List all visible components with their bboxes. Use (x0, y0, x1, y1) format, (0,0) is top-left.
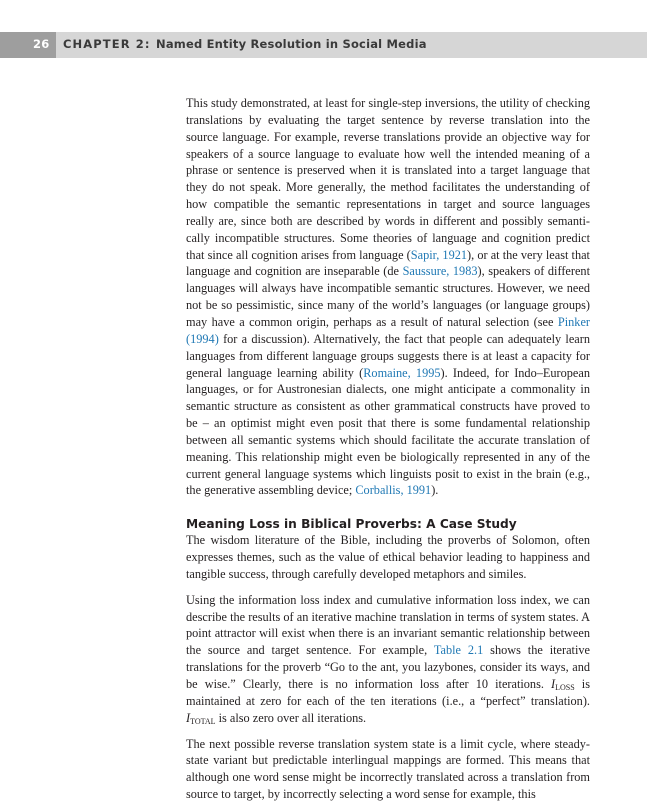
text-run: This study demonstrated, at least for single-step inversions, the utility of checking translations by evaluating the target sentence by reverse translation into the source language. For example, reverse translations provide an objective way for speakers of a source language to evaluate how well the intended meaning of a phrase or sentence is preserved when it is translated into a target language that they do not speak. More generally, the method facilitates the understanding of how compatible the semantic representations in target and source languages really are, since both are described by words in different and possibly semantically incompatible structures. Some theories of language and cognition predict that since all cognition arises from language ( (186, 96, 590, 262)
text-run: for a discussion). Alternatively, the fact that people can adequately learn languages from different language groups suggests there is at least a capacity for general language learning ability ( (186, 331, 590, 380)
citation-romaine-1995[interactable]: Romaine, 1995 (363, 365, 441, 380)
i-total-variable: I (186, 710, 191, 725)
text-run: ), speakers of different languages will always have incompatible semantic structures. However, we need not be so pessimistic, since many of the world’s languages (or language groups) may have a common origin, perhaps as a result of natural selection (see (186, 264, 590, 329)
table-2-1-link[interactable]: Table 2.1 (433, 643, 484, 658)
chapter-label: CHAPTER 2: (63, 37, 151, 51)
running-header (0, 32, 647, 58)
citation-pinker-1994[interactable]: Pinker (1994) (186, 314, 590, 346)
paragraph-2: The wisdom literature of the Bible, including the proverbs of Solomon, often expresses themes, such as the value of ethical behavior leading to happiness and tangible success, through carefully developed metaphors and similes. (186, 533, 590, 581)
body-text (186, 95, 590, 803)
i-loss-subscript: LOSS (555, 683, 575, 692)
text-run: shows the iterative translations for the proverb “Go to the ant, you lazybones, consider its ways, and be wise.” Clearly, there is no information loss after 10 iterations. (186, 643, 590, 691)
i-total-subscript: TOTAL (190, 716, 216, 726)
text-run: is also zero over all iterations. (215, 710, 367, 725)
page-number-box (0, 32, 56, 58)
paragraph-3 (186, 592, 590, 727)
text-run: ), or at the very least that language and cognition are inseparable (de (186, 247, 590, 279)
citation-saussure-1983[interactable]: Saussure, 1983 (402, 264, 478, 279)
section-heading: Meaning Loss in Biblical Proverbs: A Case Study (186, 517, 517, 532)
text-run: is maintained at zero for each of the ten iterations (i.e., a “perfect” translation). (186, 677, 590, 708)
citation-corballis-1991[interactable]: Corballis, 1991 (355, 483, 432, 498)
text-run: ). Indeed, for Indo–European languages, or for Austronesian dialects, one might anticipate a commonality in semantic structure as consistent as other grammatical constructs have proved to be – an optimist might even posit that there is some fundamental relationship between all semantic systems which should facilitate the accurate translation of meaning. This relationship might even be biologically represented in any of the current general language systems which linguists posit to exist in the brain (e.g., the generative assembling device; (186, 365, 590, 498)
chapter-title: Named Entity Resolution in Social Media (156, 37, 427, 51)
paragraph-1 (186, 95, 590, 499)
text-run: Using the information loss index and cumulative information loss index, we can describe the results of an iterative machine translation in terms of system states. A point attractor will exist when there is an invariant semantic relationship between the source and target sentence. For example, (186, 592, 590, 658)
i-loss-variable: I (551, 677, 556, 691)
paragraph-4: The next possible reverse translation system state is a limit cycle, where steady-state variant but predictable interlingual mappings are formed. This means that although one word sense might be incorrectly translated across a translation from source to target, by incorrectly selecting a word sense for example, this (186, 736, 590, 802)
citation-sapir-1921[interactable]: Sapir, 1921 (410, 247, 468, 262)
page-number: 26 (33, 37, 50, 51)
text-run: ). (431, 483, 439, 498)
